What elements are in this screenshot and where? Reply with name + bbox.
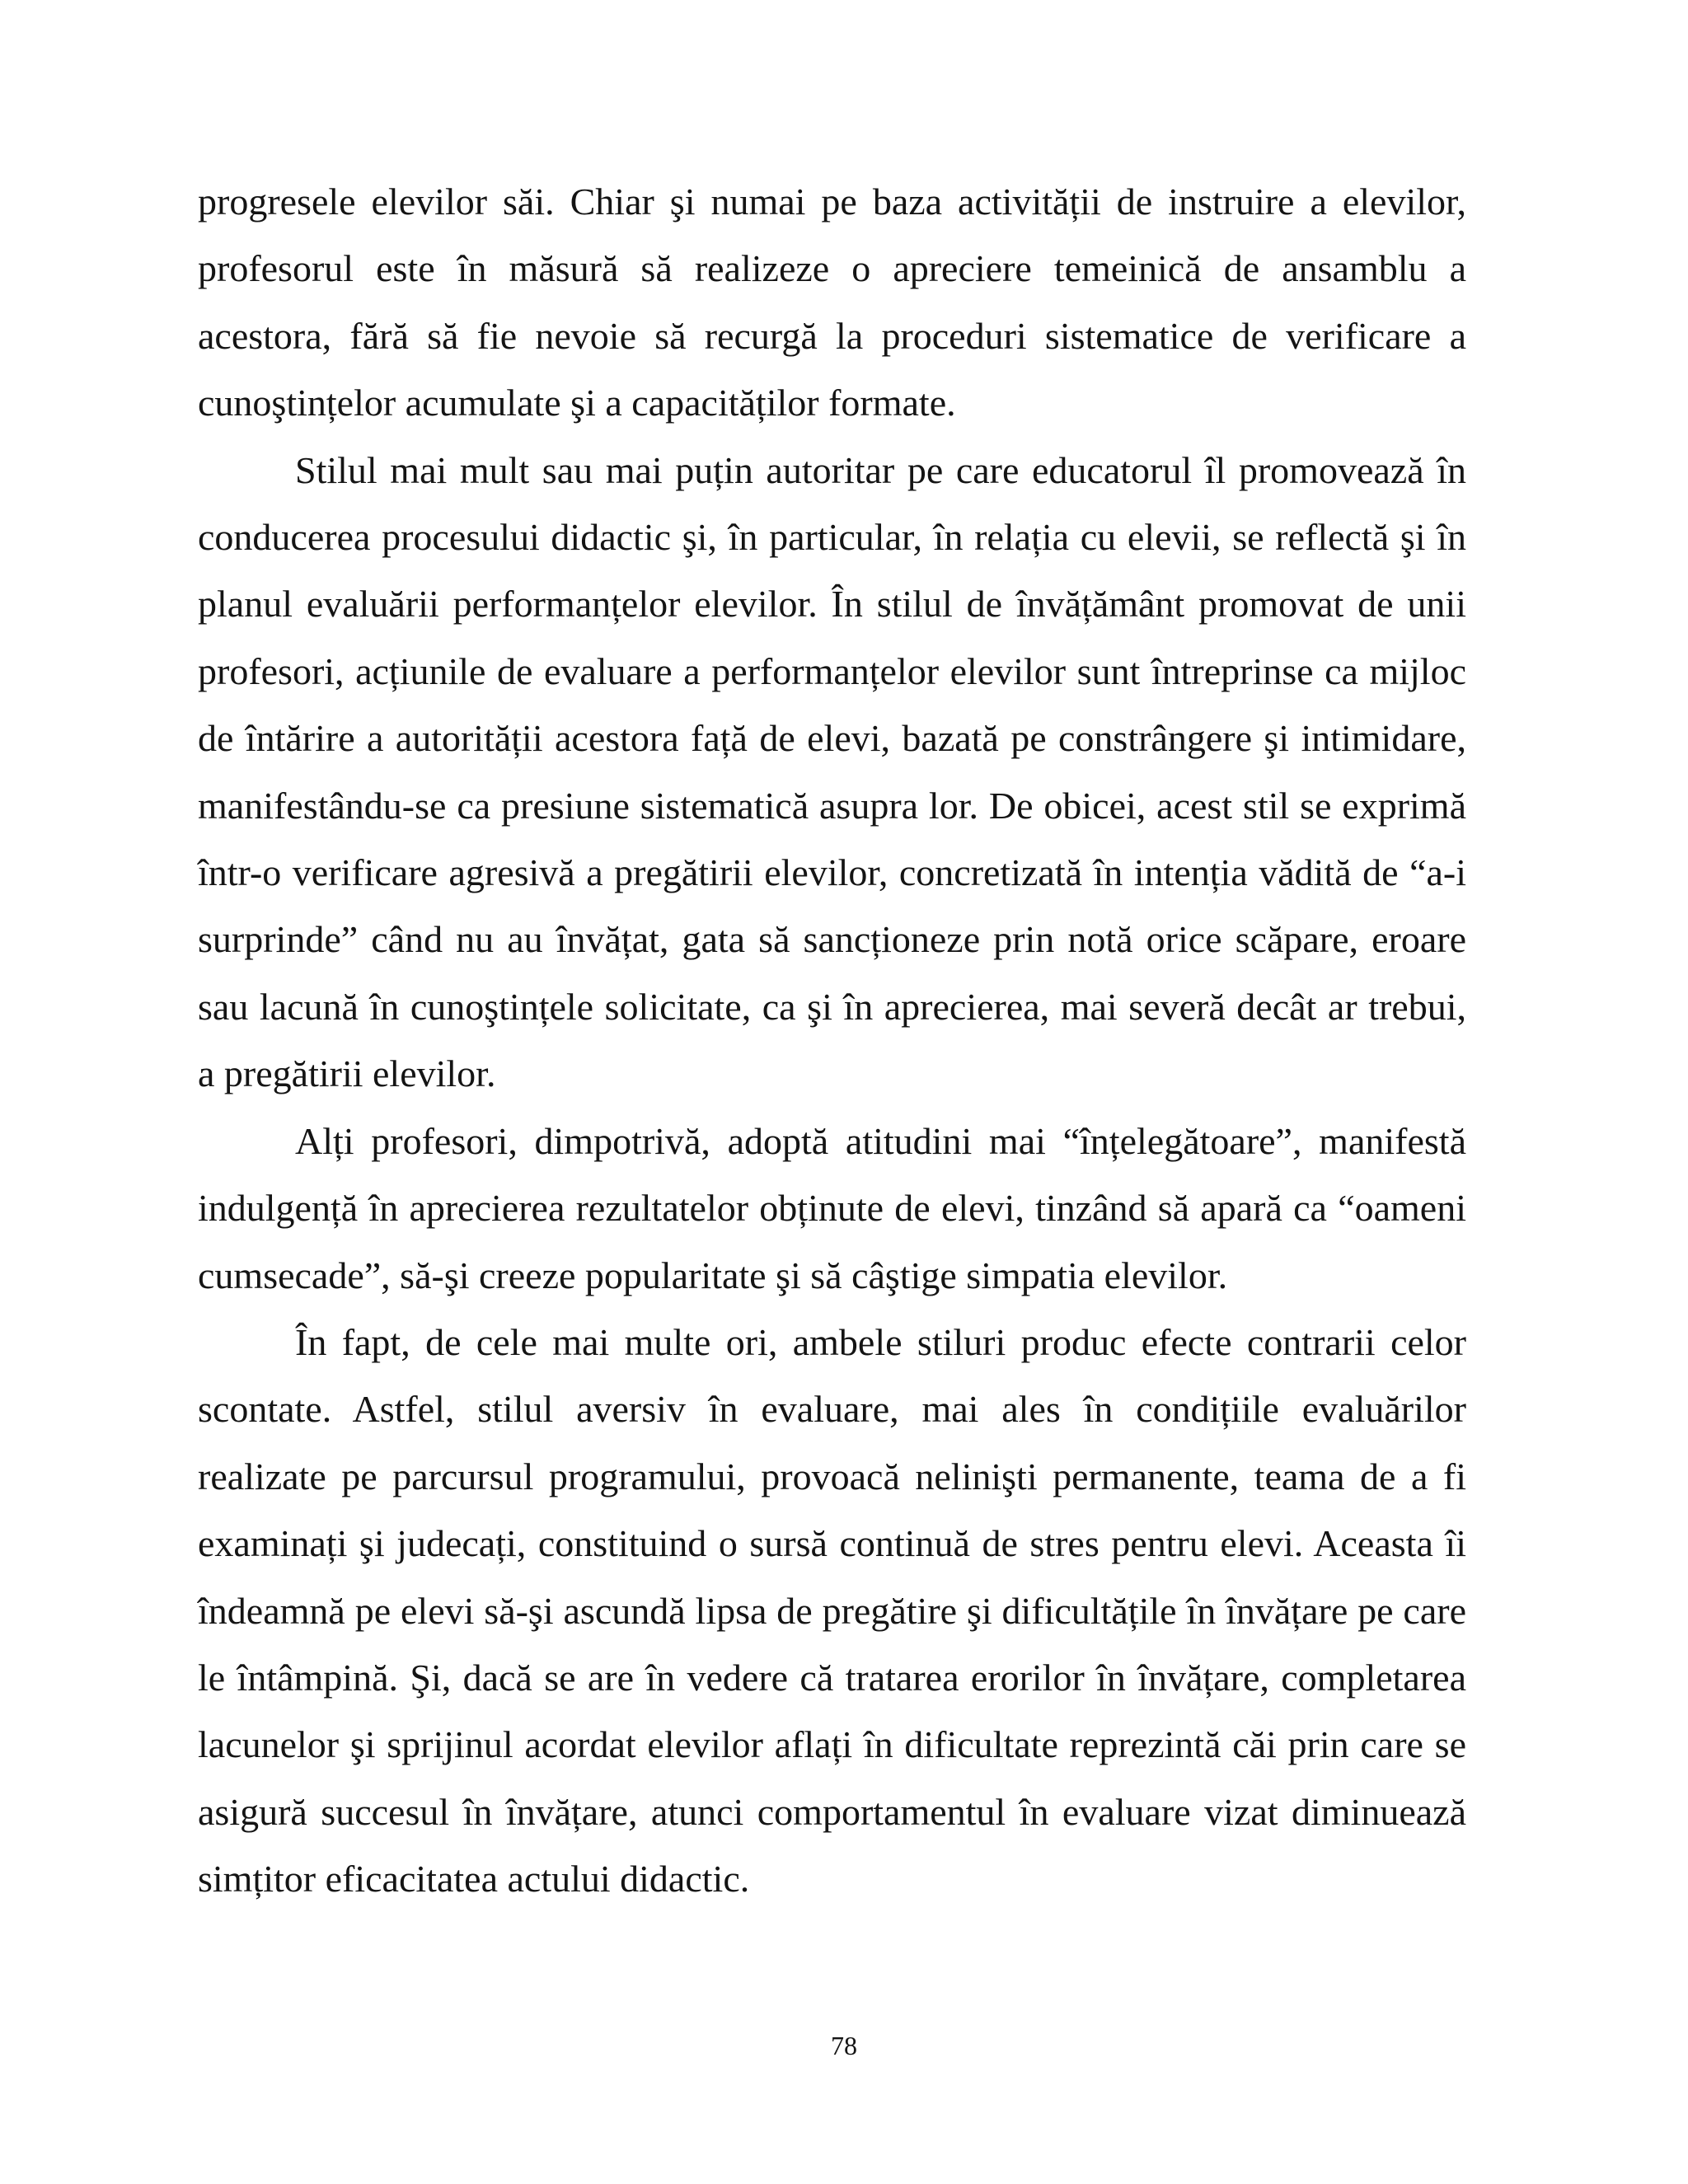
paragraph-lenient-teachers: Alți profesori, dimpotrivă, adoptă atitudini mai “înțelegătoare”, manifestă indulgență în aprecierea rezultatelor obținute de elevi, tinzând să apară ca “oameni cumsecade”, să-şi creeze popularitate şi să câştige simpatia elevilor. [198, 1119, 1466, 1296]
paragraph-teaching-style: Stilul mai mult sau mai puțin autoritar pe care educatorul îl promovează în conducerea procesului didactic şi, în particular, în relația cu elevii, se reflectă şi în planul evaluării performanțelor elevilor. În stilul de învățământ promovat de unii profesori, acțiunile de evaluare a performanțelor elevilor sunt întreprinse ca mijloc de întărire a autorității acestora față de elevi, bazată pe constrângere şi intimidare, manifestându-se ca presiune sistematică asupra lor. De obicei, acest stil se exprimă într-o verificare agresivă a pregătirii elevilor, concretizată în intenția vădită de “a-i surprinde” când nu au învățat, gata să sancționeze prin notă orice scăpare, eroare sau lacună în cunoştințele solicitate, ca şi în aprecierea, mai severă decât ar trebui, a pregătirii elevilor. [198, 448, 1466, 1095]
paragraph-continuation: progresele elevilor săi. Chiar şi numai pe baza activității de instruire a elevilor, profesorul este în măsură să realizeze o apreciere temeinică de ansamblu a acestora, fără să fie nevoie să recurgă la proceduri sistematice de verificare a cunoştințelor acumulate şi a capacităților formate. [198, 180, 1466, 424]
body-text [198, 168, 1466, 1913]
page-number: 78 [831, 2031, 857, 2060]
paragraph-effects: În fapt, de cele mai multe ori, ambele stiluri produc efecte contrarii celor scontate. Astfel, stilul aversiv în evaluare, mai ales în condițiile evaluărilor realizate pe parcursul programului, provoacă nelinişti permanente, teama de a fi examinați şi judecați, constituind o sursă continuă de stres pentru elevi. Aceasta îi îndeamnă pe elevi să-şi ascundă lipsa de pregătire şi dificultățile în învățare pe care le întâmpină. Şi, dacă se are în vedere că tratarea erorilor în învățare, completarea lacunelor şi sprijinul acordat elevilor aflați în dificultate reprezintă căi prin care se asigură succesul în învățare, atunci comportamentul în evaluare vizat diminuează simțitor eficacitatea actului didactic. [198, 1320, 1466, 1900]
